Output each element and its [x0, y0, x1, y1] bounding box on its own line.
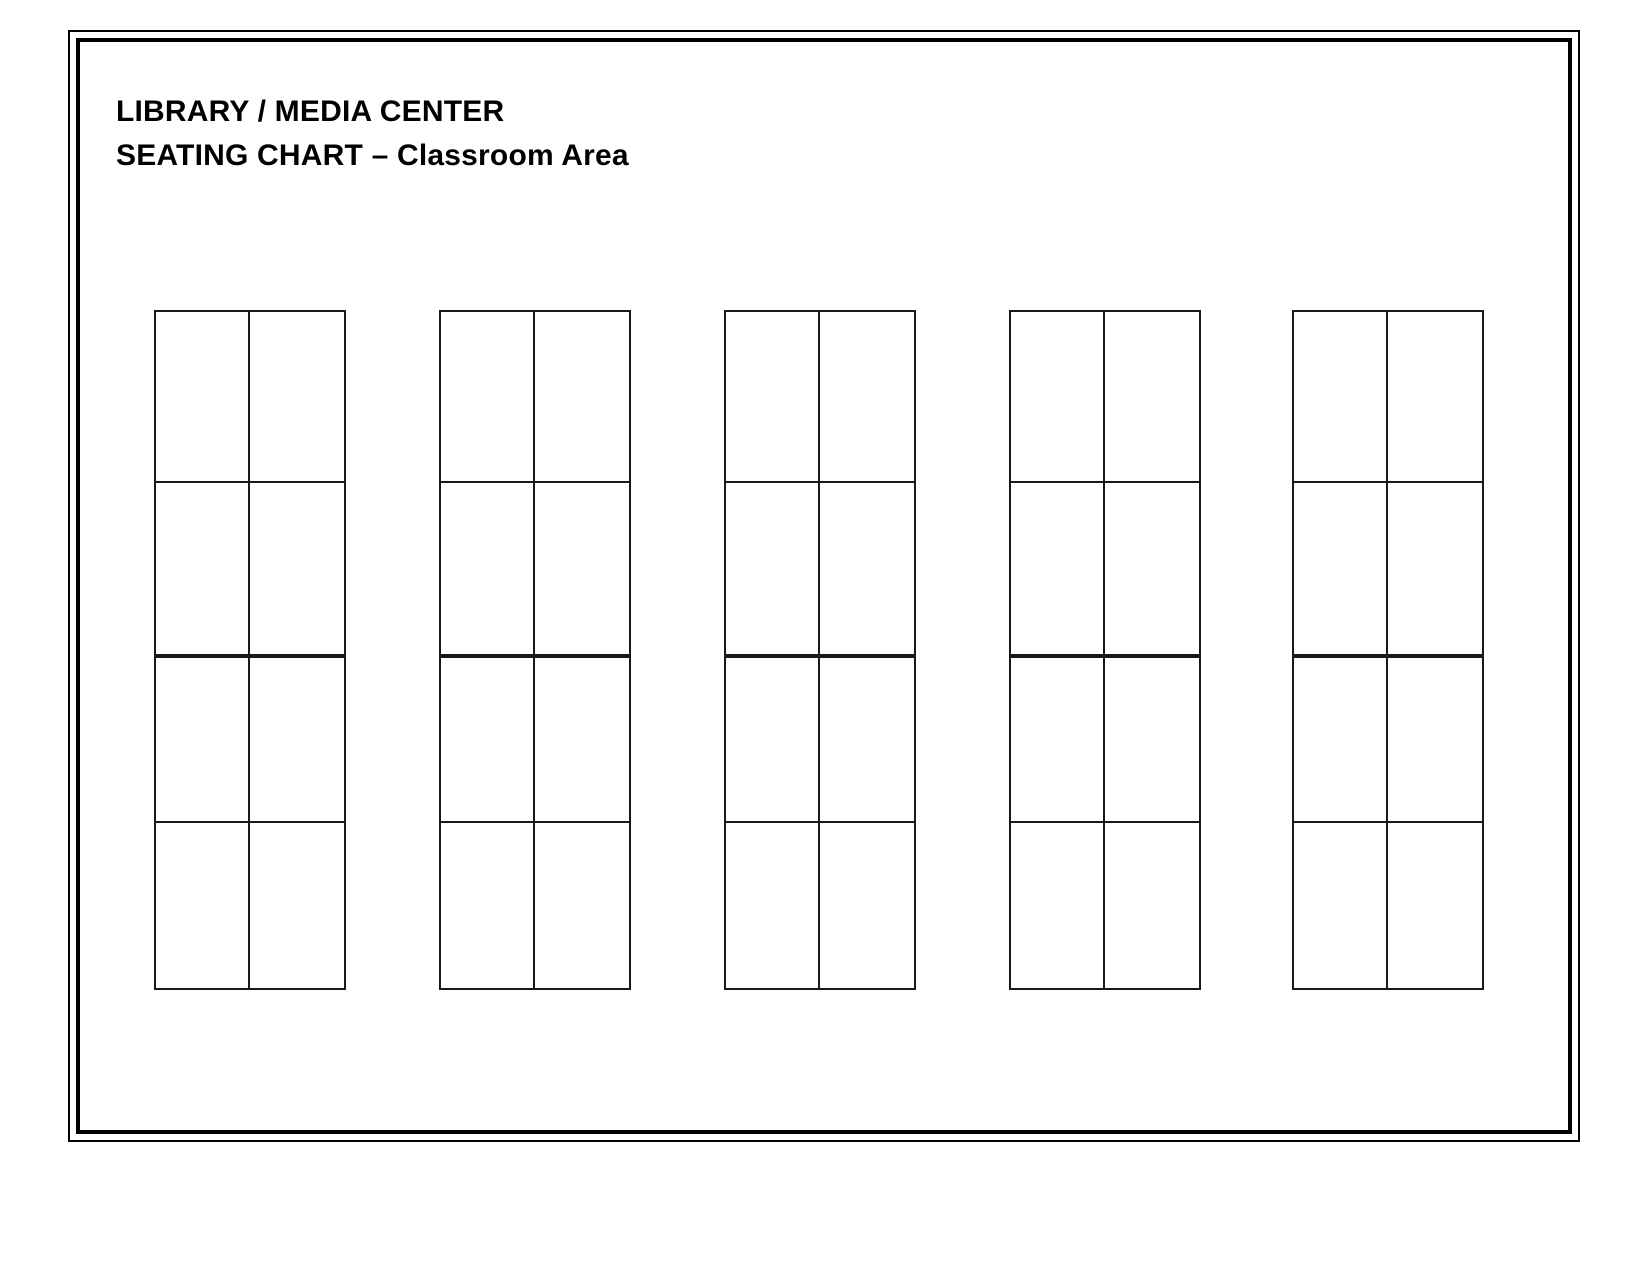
desk-seat[interactable] — [1105, 483, 1199, 654]
desk-row[interactable] — [156, 658, 344, 823]
desk-seat[interactable] — [441, 658, 535, 821]
desk-block[interactable] — [724, 310, 916, 656]
desk-seat[interactable] — [1011, 312, 1105, 481]
page-title — [116, 90, 1016, 177]
desk-seat[interactable] — [1294, 312, 1388, 481]
desk-seat[interactable] — [820, 823, 914, 988]
desk-seat[interactable] — [441, 483, 535, 654]
desk-seat[interactable] — [1294, 823, 1388, 988]
desk-row[interactable] — [441, 658, 629, 823]
seating-grid — [154, 310, 1484, 990]
desk-block[interactable] — [1009, 656, 1201, 990]
title-line-2: SEATING CHART – Classroom Area — [116, 138, 629, 172]
page-border-outer — [68, 30, 1580, 1142]
desk-seat[interactable] — [1011, 483, 1105, 654]
desk-block[interactable] — [439, 656, 631, 990]
desk-row[interactable] — [726, 312, 914, 483]
desk-seat[interactable] — [820, 658, 914, 821]
desk-seat[interactable] — [1105, 658, 1199, 821]
desk-seat[interactable] — [535, 658, 629, 821]
desk-column-2 — [439, 310, 631, 990]
desk-block[interactable] — [1292, 656, 1484, 990]
seating-chart-sheet — [80, 42, 1568, 1130]
title-line-1: LIBRARY / MEDIA CENTER — [116, 95, 505, 128]
desk-seat[interactable] — [156, 823, 250, 988]
desk-seat[interactable] — [535, 312, 629, 481]
desk-seat[interactable] — [250, 658, 344, 821]
desk-block[interactable] — [1292, 310, 1484, 656]
desk-seat[interactable] — [820, 312, 914, 481]
desk-block[interactable] — [724, 656, 916, 990]
desk-row[interactable] — [1294, 823, 1482, 988]
desk-row[interactable] — [441, 823, 629, 988]
desk-seat[interactable] — [156, 483, 250, 654]
desk-column-3 — [724, 310, 916, 990]
desk-seat[interactable] — [1388, 823, 1482, 988]
desk-row[interactable] — [1011, 658, 1199, 823]
desk-block[interactable] — [439, 310, 631, 656]
desk-row[interactable] — [1011, 312, 1199, 483]
desk-row[interactable] — [1011, 823, 1199, 988]
desk-column-5 — [1292, 310, 1484, 990]
desk-seat[interactable] — [156, 312, 250, 481]
desk-seat[interactable] — [250, 312, 344, 481]
desk-seat[interactable] — [1105, 312, 1199, 481]
desk-seat[interactable] — [250, 823, 344, 988]
desk-seat[interactable] — [726, 823, 820, 988]
desk-seat[interactable] — [726, 312, 820, 481]
desk-column-4 — [1009, 310, 1201, 990]
desk-row[interactable] — [726, 658, 914, 823]
desk-seat[interactable] — [441, 823, 535, 988]
desk-row[interactable] — [441, 312, 629, 483]
desk-seat[interactable] — [820, 483, 914, 654]
desk-seat[interactable] — [1105, 823, 1199, 988]
desk-seat[interactable] — [1294, 483, 1388, 654]
desk-column-1 — [154, 310, 346, 990]
desk-seat[interactable] — [726, 483, 820, 654]
desk-row[interactable] — [726, 823, 914, 988]
desk-row[interactable] — [441, 483, 629, 654]
desk-seat[interactable] — [441, 312, 535, 481]
desk-row[interactable] — [1294, 483, 1482, 654]
desk-row[interactable] — [1294, 312, 1482, 483]
desk-row[interactable] — [156, 312, 344, 483]
desk-row[interactable] — [1294, 658, 1482, 823]
desk-seat[interactable] — [156, 658, 250, 821]
desk-block[interactable] — [154, 310, 346, 656]
desk-row[interactable] — [156, 823, 344, 988]
desk-row[interactable] — [726, 483, 914, 654]
desk-seat[interactable] — [1294, 658, 1388, 821]
desk-seat[interactable] — [1388, 658, 1482, 821]
desk-seat[interactable] — [1011, 823, 1105, 988]
desk-seat[interactable] — [535, 823, 629, 988]
desk-row[interactable] — [156, 483, 344, 654]
desk-seat[interactable] — [1388, 483, 1482, 654]
desk-block[interactable] — [1009, 310, 1201, 656]
desk-seat[interactable] — [250, 483, 344, 654]
desk-seat[interactable] — [1388, 312, 1482, 481]
desk-seat[interactable] — [1011, 658, 1105, 821]
desk-row[interactable] — [1011, 483, 1199, 654]
desk-block[interactable] — [154, 656, 346, 990]
page-border-inner — [76, 38, 1572, 1134]
desk-seat[interactable] — [726, 658, 820, 821]
desk-seat[interactable] — [535, 483, 629, 654]
